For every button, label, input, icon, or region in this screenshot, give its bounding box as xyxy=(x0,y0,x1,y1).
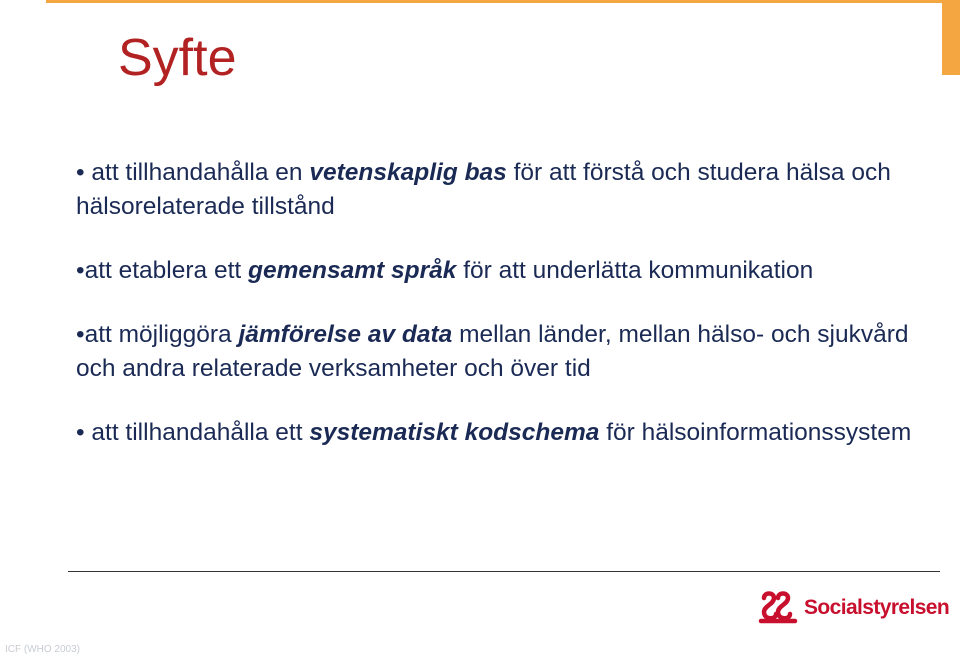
bullet-marker: • xyxy=(76,321,85,348)
bullet-item xyxy=(76,318,946,386)
bullet-keyword: vetenskaplig bas xyxy=(309,159,507,186)
bullet-keyword: systematiskt kodschema xyxy=(309,419,600,446)
bullet-lead-text: att möjliggöra xyxy=(84,321,232,348)
footer-divider xyxy=(68,571,940,572)
bullet-item xyxy=(76,254,946,288)
slide-title: Syfte xyxy=(118,29,237,87)
top-accent-line xyxy=(46,0,960,3)
corner-accent-block xyxy=(942,0,960,75)
bullet-item xyxy=(76,156,946,224)
bullet-marker: • xyxy=(76,159,85,186)
bullet-trail-text: för hälsoinformationssystem xyxy=(606,419,912,446)
bullet-list xyxy=(76,156,946,450)
socialstyrelsen-emblem-icon xyxy=(758,590,798,626)
source-footnote: ICF (WHO 2003) xyxy=(5,644,81,655)
socialstyrelsen-logo xyxy=(758,590,949,626)
bullet-keyword: jämförelse av data xyxy=(238,321,453,348)
bullet-lead-text: att tillhandahålla ett xyxy=(91,419,303,446)
bullet-trail-text: för att förstå och studera hälsa och hälsorelaterade tillstånd xyxy=(76,159,891,220)
bullet-lead-text: att tillhandahålla en xyxy=(91,159,303,186)
bullet-marker: • xyxy=(76,419,85,446)
logo-text: Socialstyrelsen xyxy=(804,596,950,619)
bullet-marker: • xyxy=(76,257,85,284)
bullet-trail-text: mellan länder, mellan hälso- och sjukvård och andra relaterade verksamheter och över tid xyxy=(76,321,909,382)
bullet-keyword: gemensamt språk xyxy=(248,257,457,284)
bullet-item xyxy=(76,416,946,450)
bullet-trail-text: för att underlätta kommunikation xyxy=(463,257,814,284)
bullet-lead-text: att etablera ett xyxy=(84,257,242,284)
